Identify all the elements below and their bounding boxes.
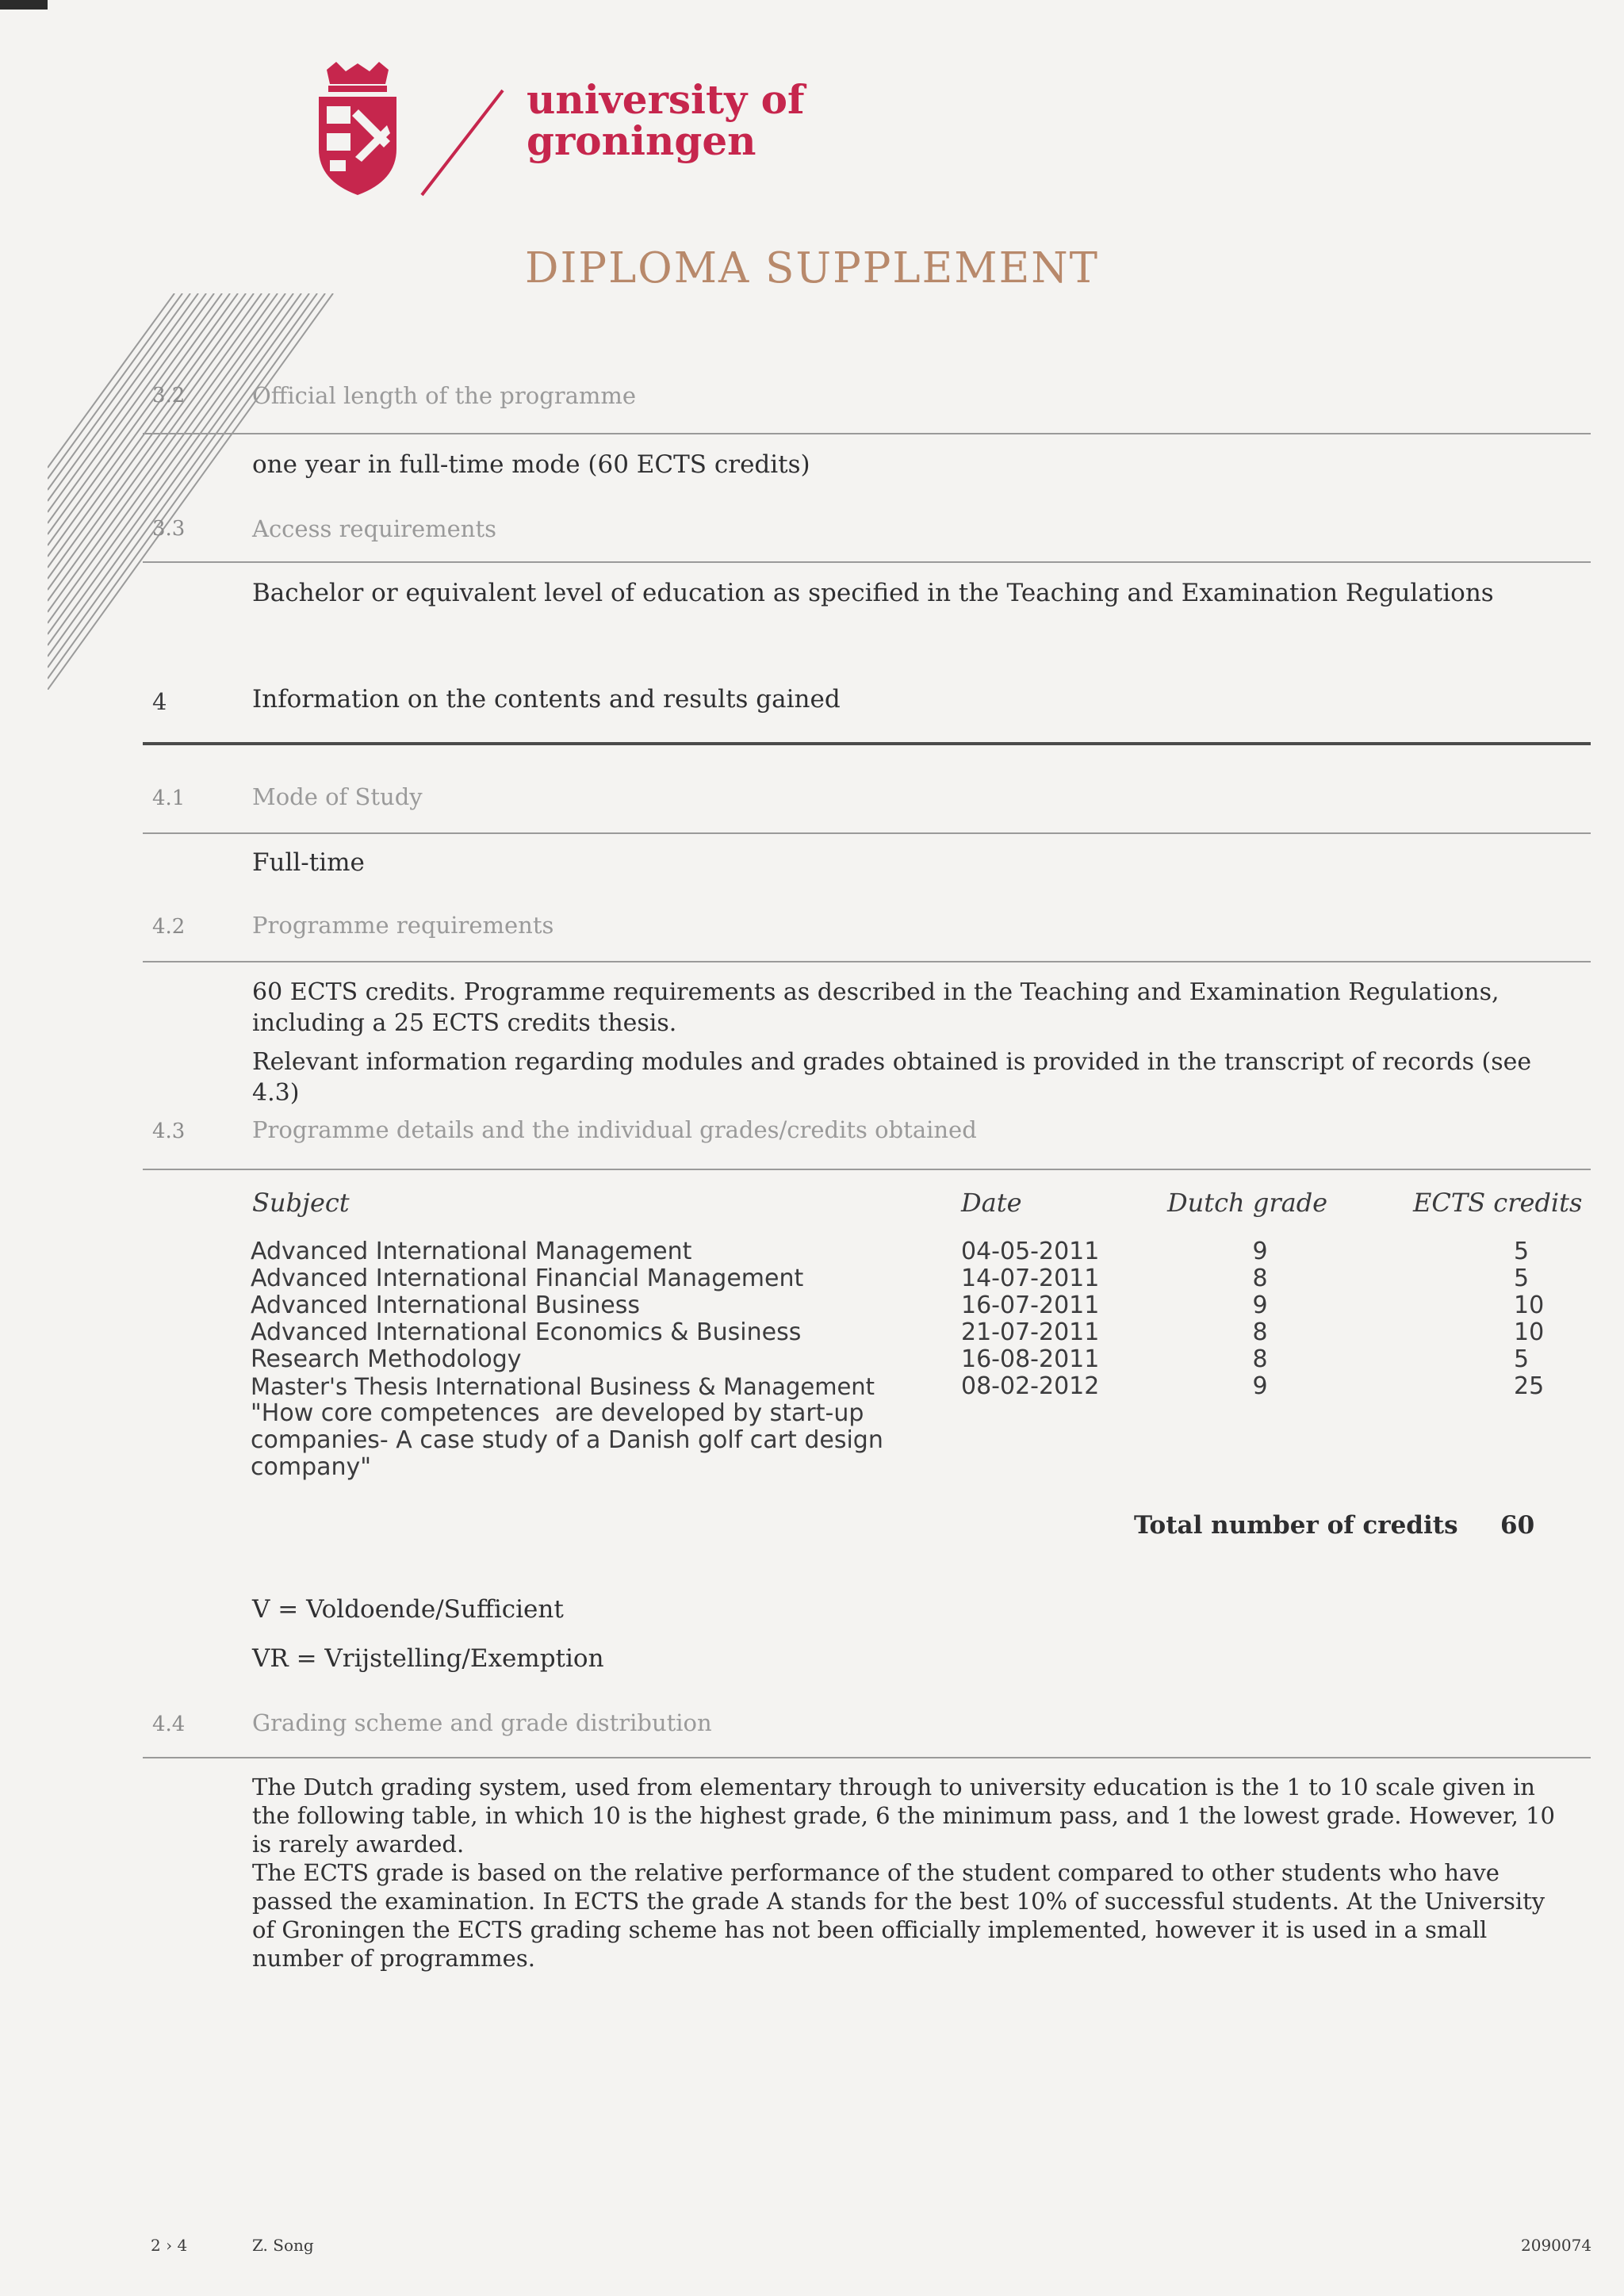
- university-crest-logo: [311, 62, 404, 197]
- cell-grade: 8: [1252, 1345, 1268, 1373]
- section-number-3-2: 3.2: [152, 384, 186, 408]
- transcript-note: Relevant information regarding modules and grades obtained is provided in the transcript of records (see 4.3): [252, 1048, 1532, 1107]
- logo-slash: [416, 87, 511, 198]
- cell-subject: Advanced International Economics & Business: [251, 1318, 802, 1346]
- section-number-4: 4: [152, 688, 167, 715]
- table-row: [251, 1294, 1583, 1318]
- divider: [143, 832, 1591, 834]
- document-code: 2090074: [1521, 2236, 1592, 2255]
- cell-date: 04-05-2011: [961, 1238, 1100, 1265]
- section-heading-4-1: Mode of Study: [252, 783, 423, 810]
- divider: [143, 1757, 1591, 1758]
- ects-paragraph: The ECTS grade is based on the relative performance of the student compared to other students who have passed the examination. In ECTS the grade A stands for the best 10% of successful students. At the University of Groningen the ECTS grading scheme has not been officially implemented, however it is used in a small number of programmes.: [252, 1859, 1545, 1972]
- cell-subject: Advanced International Financial Management: [251, 1265, 804, 1292]
- divider: [143, 1169, 1591, 1170]
- section-text-3-3: Bachelor or equivalent level of education as specified in the Teaching and Examination Regulations: [252, 579, 1494, 607]
- cell-date: 08-02-2012: [961, 1372, 1100, 1400]
- section-heading-3-3: Access requirements: [252, 515, 497, 542]
- cell-ects: 5: [1514, 1345, 1530, 1373]
- section-number-4-3: 4.3: [152, 1119, 186, 1143]
- page-number: 2 › 4: [151, 2236, 188, 2255]
- table-row: [251, 1372, 1583, 1400]
- scan-edge: [0, 0, 48, 10]
- col-header-subject: Subject: [252, 1188, 350, 1218]
- section-text-4-2: [252, 977, 1568, 1108]
- table-row: [251, 1345, 1583, 1373]
- section-number-3-3: 3.3: [152, 517, 186, 541]
- section-text-4-4: [252, 1773, 1568, 1973]
- university-name-line2: groningen: [527, 117, 756, 164]
- legend-voldoende: V = Voldoende/Sufficient: [252, 1595, 564, 1624]
- cell-ects: 10: [1514, 1292, 1545, 1319]
- section-number-4-1: 4.1: [152, 786, 186, 810]
- col-header-ects: ECTS credits: [1413, 1188, 1583, 1218]
- grading-paragraph: The Dutch grading system, used from elementary through to university education is the 1 to 10 scale given in the following table, in which 10 is the highest grade, 6 the minimum pass, and 1 the lowest grade. However, 10 is rarely awarded.: [252, 1774, 1555, 1858]
- section-heading-4-4: Grading scheme and grade distribution: [252, 1709, 712, 1736]
- cell-subject: Advanced International Business: [251, 1292, 641, 1319]
- col-header-grade: Dutch grade: [1167, 1188, 1328, 1218]
- cell-grade: 9: [1252, 1292, 1268, 1319]
- cell-subject: Advanced International Management: [251, 1238, 692, 1265]
- section-text-4-1: Full-time: [252, 848, 365, 877]
- cell-date: 21-07-2011: [961, 1318, 1100, 1346]
- university-name: [527, 76, 805, 164]
- divider-thick: [143, 742, 1591, 745]
- thesis-title-line: companies- A case study of a Danish golf cart design: [251, 1426, 883, 1454]
- cell-grade: 9: [1252, 1372, 1268, 1400]
- section-heading-3-2: Official length of the programme: [252, 382, 637, 409]
- thesis-title-line: company": [251, 1453, 372, 1481]
- hatch-decoration: [48, 293, 349, 690]
- cell-grade: 8: [1252, 1265, 1268, 1292]
- section-number-4-4: 4.4: [152, 1712, 186, 1736]
- university-name-line1: university of: [527, 76, 805, 123]
- section-text-3-2: one year in full-time mode (60 ECTS credits): [252, 450, 810, 479]
- cell-date: 14-07-2011: [961, 1265, 1100, 1292]
- divider: [143, 961, 1591, 962]
- table-row: [251, 1318, 1583, 1346]
- student-name: Z. Song: [252, 2236, 314, 2255]
- section-heading-4: Information on the contents and results gained: [252, 685, 841, 714]
- requirements-paragraph: 60 ECTS credits. Programme requirements as described in the Teaching and Examination Regulations, including a 25 ECTS credits thesis.: [252, 978, 1500, 1037]
- total-credits-value: 60: [1500, 1511, 1535, 1540]
- cell-subject: Master's Thesis International Business & Management: [251, 1373, 875, 1400]
- cell-ects: 10: [1514, 1318, 1545, 1346]
- section-heading-4-3: Programme details and the individual grades/credits obtained: [252, 1116, 977, 1143]
- divider: [143, 433, 1591, 434]
- table-row: [251, 1267, 1583, 1291]
- table-row: [251, 1240, 1583, 1264]
- page-title: DIPLOMA SUPPLEMENT: [525, 244, 1099, 293]
- cell-date: 16-07-2011: [961, 1292, 1100, 1319]
- cell-grade: 9: [1252, 1238, 1268, 1265]
- section-number-4-2: 4.2: [152, 915, 186, 939]
- cell-grade: 8: [1252, 1318, 1268, 1346]
- cell-ects: 25: [1514, 1372, 1545, 1400]
- thesis-title-line: "How core competences are developed by start-up: [251, 1399, 864, 1427]
- total-credits-label: Total number of credits: [1134, 1511, 1458, 1540]
- legend-vrijstelling: VR = Vrijstelling/Exemption: [252, 1644, 604, 1673]
- cell-ects: 5: [1514, 1265, 1530, 1292]
- cell-date: 16-08-2011: [961, 1345, 1100, 1373]
- section-heading-4-2: Programme requirements: [252, 912, 554, 939]
- divider: [143, 561, 1591, 563]
- thesis-title: [251, 1399, 948, 1483]
- cell-subject: Research Methodology: [251, 1345, 522, 1373]
- col-header-date: Date: [961, 1188, 1022, 1218]
- cell-ects: 5: [1514, 1238, 1530, 1265]
